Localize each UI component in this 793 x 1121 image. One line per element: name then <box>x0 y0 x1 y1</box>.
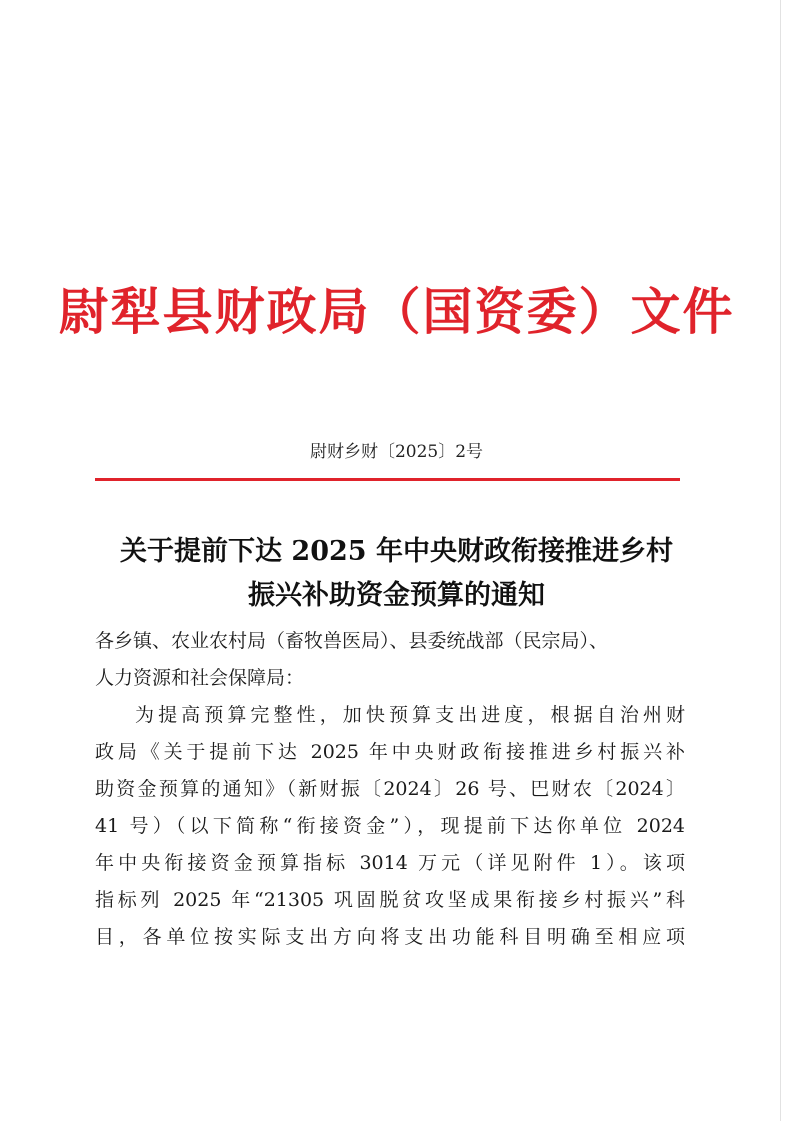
body-paragraph <box>95 697 685 956</box>
notice-title-line-1: 关于提前下达 2025 年中央财政衔接推进乡村 <box>120 536 673 567</box>
scan-edge-line <box>780 0 781 1121</box>
notice-title-line-2: 振兴补助资金预算的通知 <box>248 580 545 611</box>
body-line-2: 政局《关于提前下达 2025 年中央财政衔接推进乡村振兴补 <box>95 741 685 763</box>
body-line-4: 41 号）（以下简称“衔接资金”），现提前下达你单位 2024 <box>95 815 685 837</box>
body-line-6: 指标列 2025 年“21305 巩固脱贫攻坚成果衔接乡村振兴”科 <box>95 889 685 911</box>
document-number: 尉财乡财〔2025〕2号 <box>309 442 484 462</box>
body-line-5: 年中央衔接资金预算指标 3014 万元（详见附件 1）。该项 <box>95 852 685 874</box>
body-line-3: 助资金预算的通知》（新财振〔2024〕26 号、巴财农〔2024〕 <box>95 778 685 800</box>
notice-title <box>60 530 733 618</box>
body-line-1: 为提高预算完整性，加快预算支出进度，根据自治州财 <box>135 704 685 726</box>
recipients-block <box>95 623 695 697</box>
document-header-title: 尉犁县财政局（国资委）文件 <box>58 282 735 341</box>
body-line-7: 目，各单位按实际支出方向将支出功能科目明确至相应项 <box>95 926 685 948</box>
red-divider-line <box>95 478 680 481</box>
recipients-line-2: 人力资源和社会保障局： <box>95 667 305 689</box>
recipients-line-1: 各乡镇、农业农村局（畜牧兽医局）、县委统战部（民宗局）、 <box>95 630 609 652</box>
